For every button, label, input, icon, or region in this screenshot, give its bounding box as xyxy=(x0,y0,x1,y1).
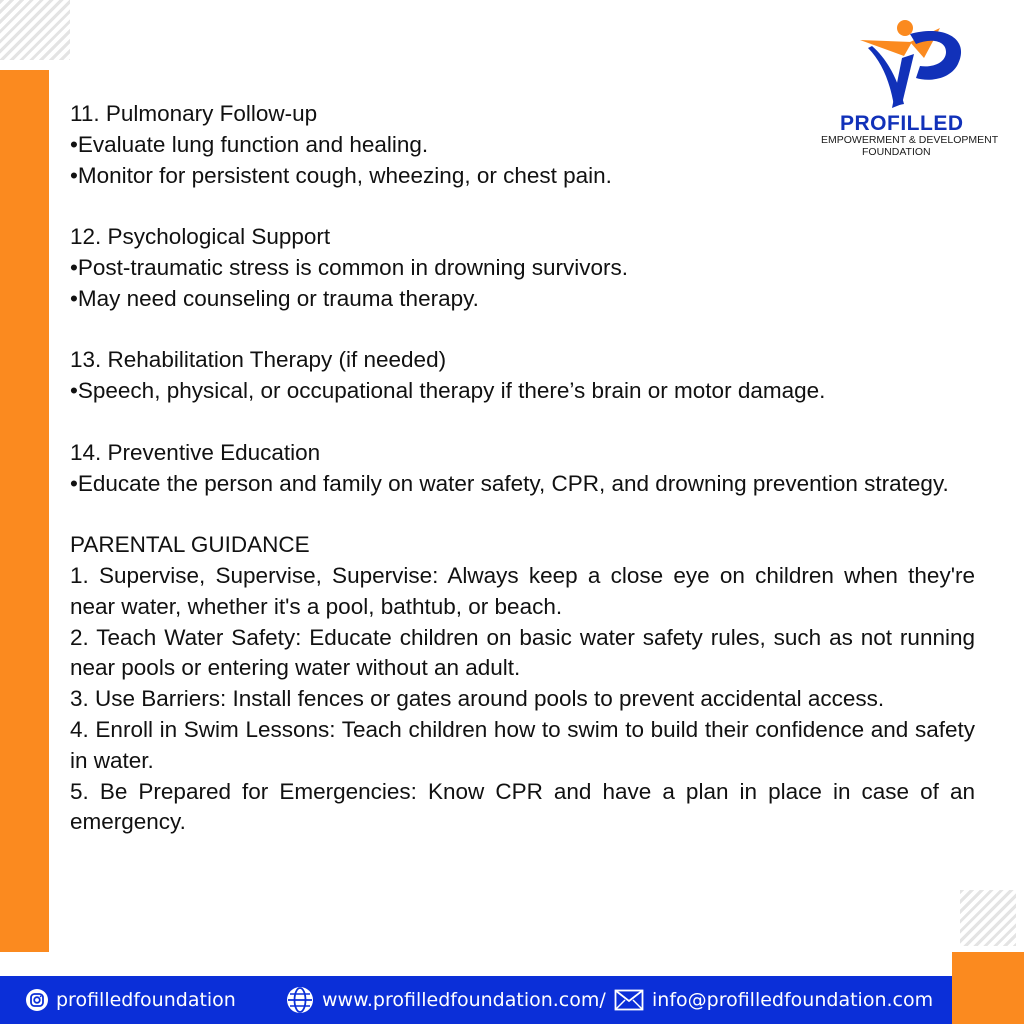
main-content xyxy=(70,99,975,838)
section-heading: 11. Pulmonary Follow-up xyxy=(70,101,318,126)
website-url: www.profilledfoundation.com/ xyxy=(322,989,606,1011)
section-heading: 14. Preventive Education xyxy=(70,439,321,465)
mail-icon xyxy=(614,989,644,1011)
bullet-item: •Speech, physical, or occupational therapy if there’s brain or motor damage. xyxy=(70,378,826,404)
decorative-hatch-top-left xyxy=(0,0,70,60)
bullet-item: •Educate the person and family on water safety, CPR, and drowning prevention strategy. xyxy=(70,470,949,496)
footer-bar xyxy=(0,976,952,1024)
guidance-item: 4. Enroll in Swim Lessons: Teach children how to swim to build their confidence and safety in water. xyxy=(70,716,975,773)
footer-instagram[interactable] xyxy=(26,976,236,1024)
instagram-icon xyxy=(26,989,48,1011)
bullet-item: •Post-traumatic stress is common in drowning survivors. xyxy=(70,254,629,280)
email-address: info@profilledfoundation.com xyxy=(652,989,934,1011)
globe-icon xyxy=(286,986,314,1014)
guidance-item: 1. Supervise, Supervise, Supervise: Always keep a close eye on children when they're near water, whether it's a pool, bathtub, or beach. xyxy=(70,562,975,619)
logo-name: PROFILLED xyxy=(840,112,964,135)
logo-tagline-line1: EMPOWERMENT & DEVELOPMENT xyxy=(821,134,999,146)
guidance-item: 3. Use Barriers: Install fences or gates around pools to prevent accidental access. xyxy=(70,686,885,712)
logo-tagline-line2: FOUNDATION xyxy=(862,146,931,158)
section-heading: 13. Rehabilitation Therapy (if needed) xyxy=(70,347,447,373)
section-heading: 12. Psychological Support xyxy=(70,224,331,250)
decorative-hatch-bottom-right xyxy=(960,890,1016,946)
bullet-item: •Monitor for persistent cough, wheezing, or chest pain. xyxy=(70,162,612,188)
guidance-heading: PARENTAL GUIDANCE xyxy=(70,532,310,558)
instagram-handle: profilledfoundation xyxy=(56,989,236,1011)
guidance-item: 5. Be Prepared for Emergencies: Know CPR and have a plan in place in case of an emergency. xyxy=(70,778,975,835)
orange-corner-block xyxy=(952,952,1024,1024)
footer-email[interactable] xyxy=(614,976,933,1024)
footer-website[interactable] xyxy=(286,976,606,1024)
guidance-item: 2. Teach Water Safety: Educate children on basic water safety rules, such as not running near pools or entering water without an adult. xyxy=(70,624,975,681)
bullet-item: •May need counseling or trauma therapy. xyxy=(70,285,479,311)
left-accent-bar xyxy=(0,70,49,952)
bullet-item: •Evaluate lung function and healing. xyxy=(70,131,429,157)
